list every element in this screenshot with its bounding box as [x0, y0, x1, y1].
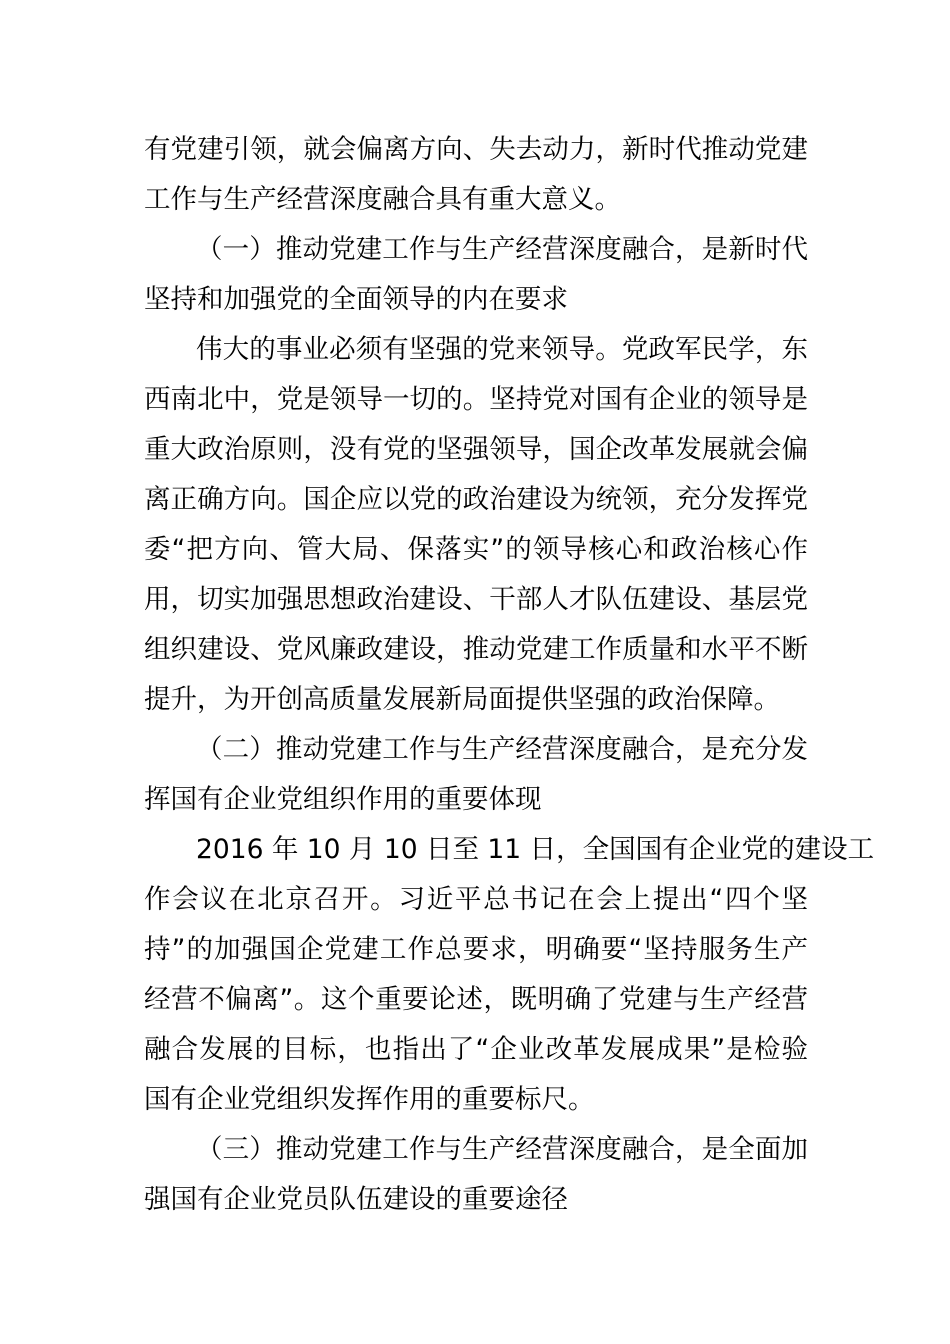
body-line: 离正确方向。国企应以党的政治建设为统领，充分发挥党 — [144, 484, 808, 515]
body-line: 组织建设、党风廉政建设，推动党建工作质量和水平不断 — [144, 634, 808, 665]
body-line: 重大政治原则，没有党的坚强领导，国企改革发展就会偏 — [144, 434, 808, 465]
body-line: 伟大的事业必须有坚强的党来领导。党政军民学，东 — [196, 334, 808, 365]
body-line: 有党建引领，就会偏离方向、失去动力，新时代推动党建 — [144, 134, 808, 165]
body-line: 西南北中，党是领导一切的。坚持党对国有企业的领导是 — [144, 384, 808, 415]
section-heading-line: （三）推动党建工作与生产经营深度融合，是全面加 — [196, 1134, 808, 1165]
body-line: 国有企业党组织发挥作用的重要标尺。 — [144, 1084, 595, 1115]
body-line: 用，切实加强思想政治建设、干部人才队伍建设、基层党 — [144, 584, 808, 615]
section-heading-line: （一）推动党建工作与生产经营深度融合，是新时代 — [196, 234, 808, 265]
section-heading-line: （二）推动党建工作与生产经营深度融合，是充分发 — [196, 734, 808, 765]
body-line: 委“把方向、管大局、保落实”的领导核心和政治核心作 — [144, 534, 808, 565]
body-line: 2016 年 10 月 10 日至 11 日，全国国有企业党的建设工 — [196, 834, 875, 865]
body-line: 提升，为开创高质量发展新局面提供坚强的政治保障。 — [144, 684, 780, 715]
section-heading-line: 挥国有企业党组织作用的重要体现 — [144, 784, 542, 815]
body-line: 持”的加强国企党建工作总要求，明确要“坚持服务生产 — [144, 934, 808, 965]
body-line: 作会议在北京召开。习近平总书记在会上提出“四个坚 — [144, 884, 808, 915]
body-line: 融合发展的目标，也指出了“企业改革发展成果”是检验 — [144, 1034, 808, 1065]
body-line: 经营不偏离”。这个重要论述，既明确了党建与生产经营 — [144, 984, 808, 1015]
section-heading-line: 坚持和加强党的全面领导的内在要求 — [144, 284, 568, 315]
section-heading-line: 强国有企业党员队伍建设的重要途径 — [144, 1184, 568, 1215]
body-line: 工作与生产经营深度融合具有重大意义。 — [144, 184, 621, 215]
